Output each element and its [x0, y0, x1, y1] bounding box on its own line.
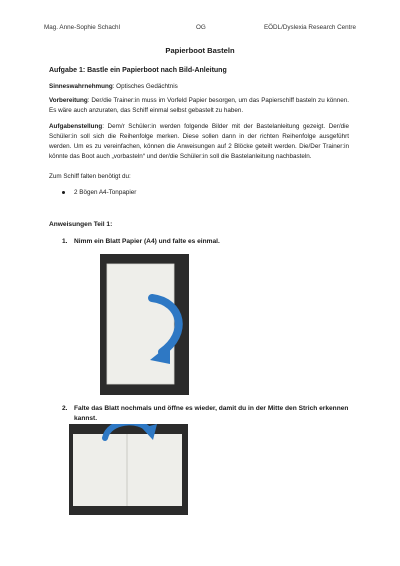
bullet-icon	[62, 191, 65, 194]
sinneswahrnehmung-label: Sinneswahrnehmung	[49, 83, 113, 90]
fold-photo-step-2	[69, 424, 188, 515]
step-number: 1.	[62, 238, 68, 245]
header-author: Mag. Anne-Sophie Schachl	[44, 24, 120, 31]
header-center: OG	[196, 24, 206, 31]
task-heading: Aufgabe 1: Bastle ein Papierboot nach Bild-Anleitung	[49, 67, 227, 74]
vorbereitung-text: : Der/die Trainer:in muss im Vorfeld Papier besorgen, um das Papierschiff basteln zu können. Es wäre auch anzuraten, das Schiff einmal selbst gebastelt zu haben.	[49, 97, 349, 114]
instructions-heading: Anweisungen Teil 1:	[49, 221, 113, 228]
step-text: Nimm ein Blatt Papier (A4) und falte es einmal.	[74, 238, 220, 245]
aufgabenstellung-text: : Dem/r Schüler:in werden folgende Bilder mit der Bastelanleitung gezeigt. Der/die Schüler:in soll sich die Reihenfolge merken. Diese sollen dann in der richten Reihenfolge ausgeführt werden. Um es zu vereinfachen, können die Anweisungen auf 2 Blöcke geteilt werden. Die/Der Trainer:in könnte das Boot auch „vorbasteln“ und der/die Schüler:in soll die Bastelanleitung nachbasteln.	[49, 123, 349, 160]
step-2	[62, 404, 352, 424]
step-1	[62, 237, 352, 247]
sinneswahrnehmung-text: : Optisches Gedächtnis	[112, 83, 178, 90]
vorbereitung-label: Vorbereitung	[49, 97, 88, 104]
fold-photo-step-1	[100, 254, 189, 395]
aufgabenstellung-label: Aufgabenstellung	[49, 123, 103, 130]
materials-list-item	[62, 189, 136, 196]
paragraph-vorbereitung	[49, 96, 349, 116]
header-organization: EÖDL/Dyslexia Research Centre	[263, 24, 356, 31]
materials-item-text: 2 Bögen A4-Tonpapier	[74, 189, 137, 196]
step-number: 2.	[62, 405, 68, 412]
step-text: Falte das Blatt nochmals und öffne es wieder, damit du in der Mitte den Strich erkennen kannst.	[74, 405, 349, 422]
paragraph-aufgabenstellung	[49, 122, 349, 162]
document-title: Papierboot Basteln	[165, 46, 235, 55]
materials-intro: Zum Schiff falten benötigt du:	[49, 173, 131, 180]
paragraph-sinneswahrnehmung	[49, 82, 349, 92]
